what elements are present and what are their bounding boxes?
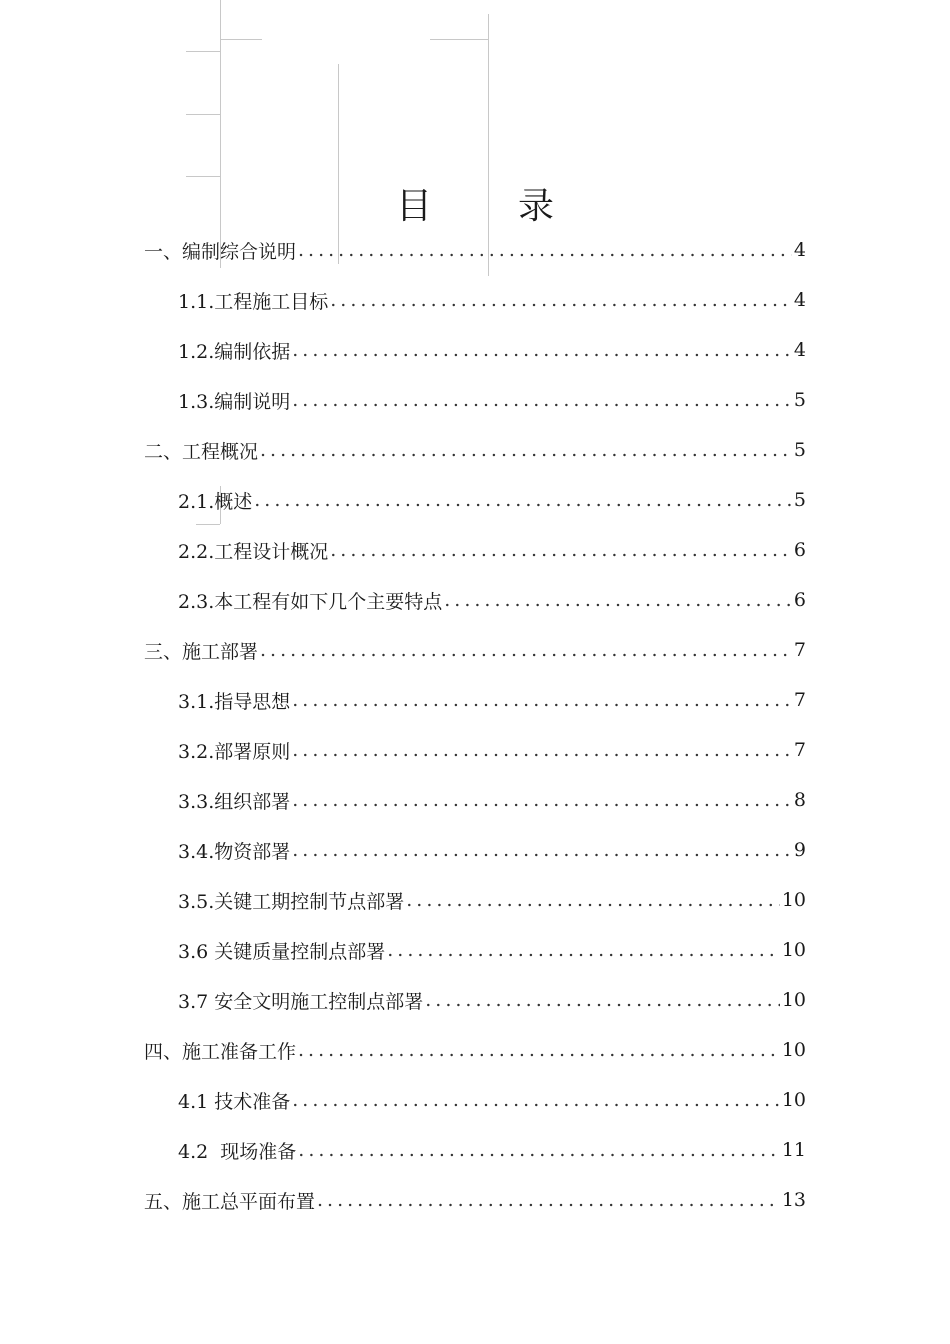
toc-page-number: 5	[793, 489, 806, 511]
toc-entry[interactable]	[178, 930, 806, 970]
toc-entry-label: 三、施工部署	[144, 640, 259, 663]
toc-page-number: 4	[793, 239, 806, 261]
toc-entry[interactable]	[178, 980, 806, 1020]
toc-entry[interactable]	[144, 1180, 806, 1220]
guide-line	[430, 39, 488, 40]
toc-leader-dots	[406, 889, 780, 911]
toc-page-number: 4	[793, 339, 806, 361]
toc-leader-dots	[292, 339, 792, 361]
toc-page-number: 6	[793, 589, 806, 611]
toc-page-number: 10	[781, 1089, 806, 1111]
toc-entry[interactable]	[178, 880, 806, 920]
guide-line	[196, 524, 220, 525]
toc-page-number: 10	[781, 989, 806, 1011]
toc-title-char: 录	[518, 186, 555, 227]
toc-page-number: 6	[793, 539, 806, 561]
toc-page-number: 7	[793, 689, 806, 711]
toc-entry[interactable]	[178, 1080, 806, 1120]
toc-leader-dots	[330, 289, 792, 311]
toc-leader-dots	[298, 1139, 780, 1161]
toc-entry[interactable]	[144, 230, 806, 270]
toc-entry[interactable]	[178, 330, 806, 370]
toc-title-char: 目	[395, 186, 432, 227]
toc-entry-label: 3.3.组织部署	[178, 790, 291, 813]
toc-entry-label: 3.7 安全文明施工控制点部署	[178, 990, 424, 1013]
toc-page-number: 7	[793, 639, 806, 661]
toc-entry-label: 二、工程概况	[144, 440, 259, 463]
toc-entry[interactable]	[144, 630, 806, 670]
guide-line	[186, 51, 220, 52]
toc-leader-dots	[425, 989, 780, 1011]
toc-leader-dots	[292, 739, 792, 761]
toc-page-number: 5	[793, 439, 806, 461]
toc-page-number: 8	[793, 789, 806, 811]
toc-page-number: 4	[793, 289, 806, 311]
toc-entry-label: 3.1.指导思想	[178, 690, 291, 713]
toc-entry-label: 1.2.编制依据	[178, 340, 291, 363]
toc-leader-dots	[292, 789, 792, 811]
toc-entry[interactable]	[178, 530, 806, 570]
toc-entry[interactable]	[178, 730, 806, 770]
toc-page-number: 9	[793, 839, 806, 861]
toc-title	[0, 178, 950, 229]
toc-entry[interactable]	[178, 1130, 806, 1170]
toc-page-number: 7	[793, 739, 806, 761]
toc-entry[interactable]	[178, 830, 806, 870]
toc-entry-label: 3.4.物资部署	[178, 840, 291, 863]
toc-entry-label: 2.1.概述	[178, 490, 253, 513]
toc-entry-label: 一、编制综合说明	[144, 240, 297, 263]
toc-entry-label: 3.5.关键工期控制节点部署	[178, 890, 405, 913]
toc-entry-label: 五、施工总平面布置	[144, 1190, 316, 1213]
toc-leader-dots	[292, 689, 792, 711]
toc-page-number: 10	[781, 1039, 806, 1061]
guide-line	[220, 39, 262, 40]
toc-entry-label: 2.3.本工程有如下几个主要特点	[178, 590, 443, 613]
toc-entry-label: 3.6 关键质量控制点部署	[178, 940, 386, 963]
toc-entry-label: 4.1 技术准备	[178, 1090, 291, 1113]
toc-leader-dots	[260, 439, 792, 461]
toc-entry[interactable]	[144, 430, 806, 470]
toc-entry-label: 四、施工准备工作	[144, 1040, 297, 1063]
guide-line	[186, 114, 220, 115]
toc-page-number: 11	[781, 1139, 806, 1161]
toc-entry-label: 4.2 现场准备	[178, 1140, 297, 1163]
toc-entry-label: 3.2.部署原则	[178, 740, 291, 763]
toc-entry[interactable]	[178, 680, 806, 720]
guide-line	[186, 176, 220, 177]
toc-page-number: 10	[781, 889, 806, 911]
toc-entry-label: 1.3.编制说明	[178, 390, 291, 413]
toc-leader-dots	[292, 839, 792, 861]
toc-page-number: 10	[781, 939, 806, 961]
toc-entry[interactable]	[144, 1030, 806, 1070]
toc-entry[interactable]	[178, 780, 806, 820]
toc-entry[interactable]	[178, 380, 806, 420]
toc-leader-dots	[330, 539, 792, 561]
toc-leader-dots	[254, 489, 792, 511]
toc-entry-label: 1.1.工程施工目标	[178, 290, 329, 313]
toc-leader-dots	[292, 389, 792, 411]
toc-entry[interactable]	[178, 580, 806, 620]
toc-page-number: 13	[781, 1189, 806, 1211]
toc-entry[interactable]	[178, 280, 806, 320]
toc-entry[interactable]	[178, 480, 806, 520]
toc-leader-dots	[444, 589, 792, 611]
toc-leader-dots	[298, 239, 792, 261]
toc-leader-dots	[292, 1089, 780, 1111]
toc-leader-dots	[260, 639, 792, 661]
toc-leader-dots	[298, 1039, 780, 1061]
toc-leader-dots	[387, 939, 780, 961]
toc-page-number: 5	[793, 389, 806, 411]
toc-entry-label: 2.2.工程设计概况	[178, 540, 329, 563]
toc-leader-dots	[317, 1189, 780, 1211]
